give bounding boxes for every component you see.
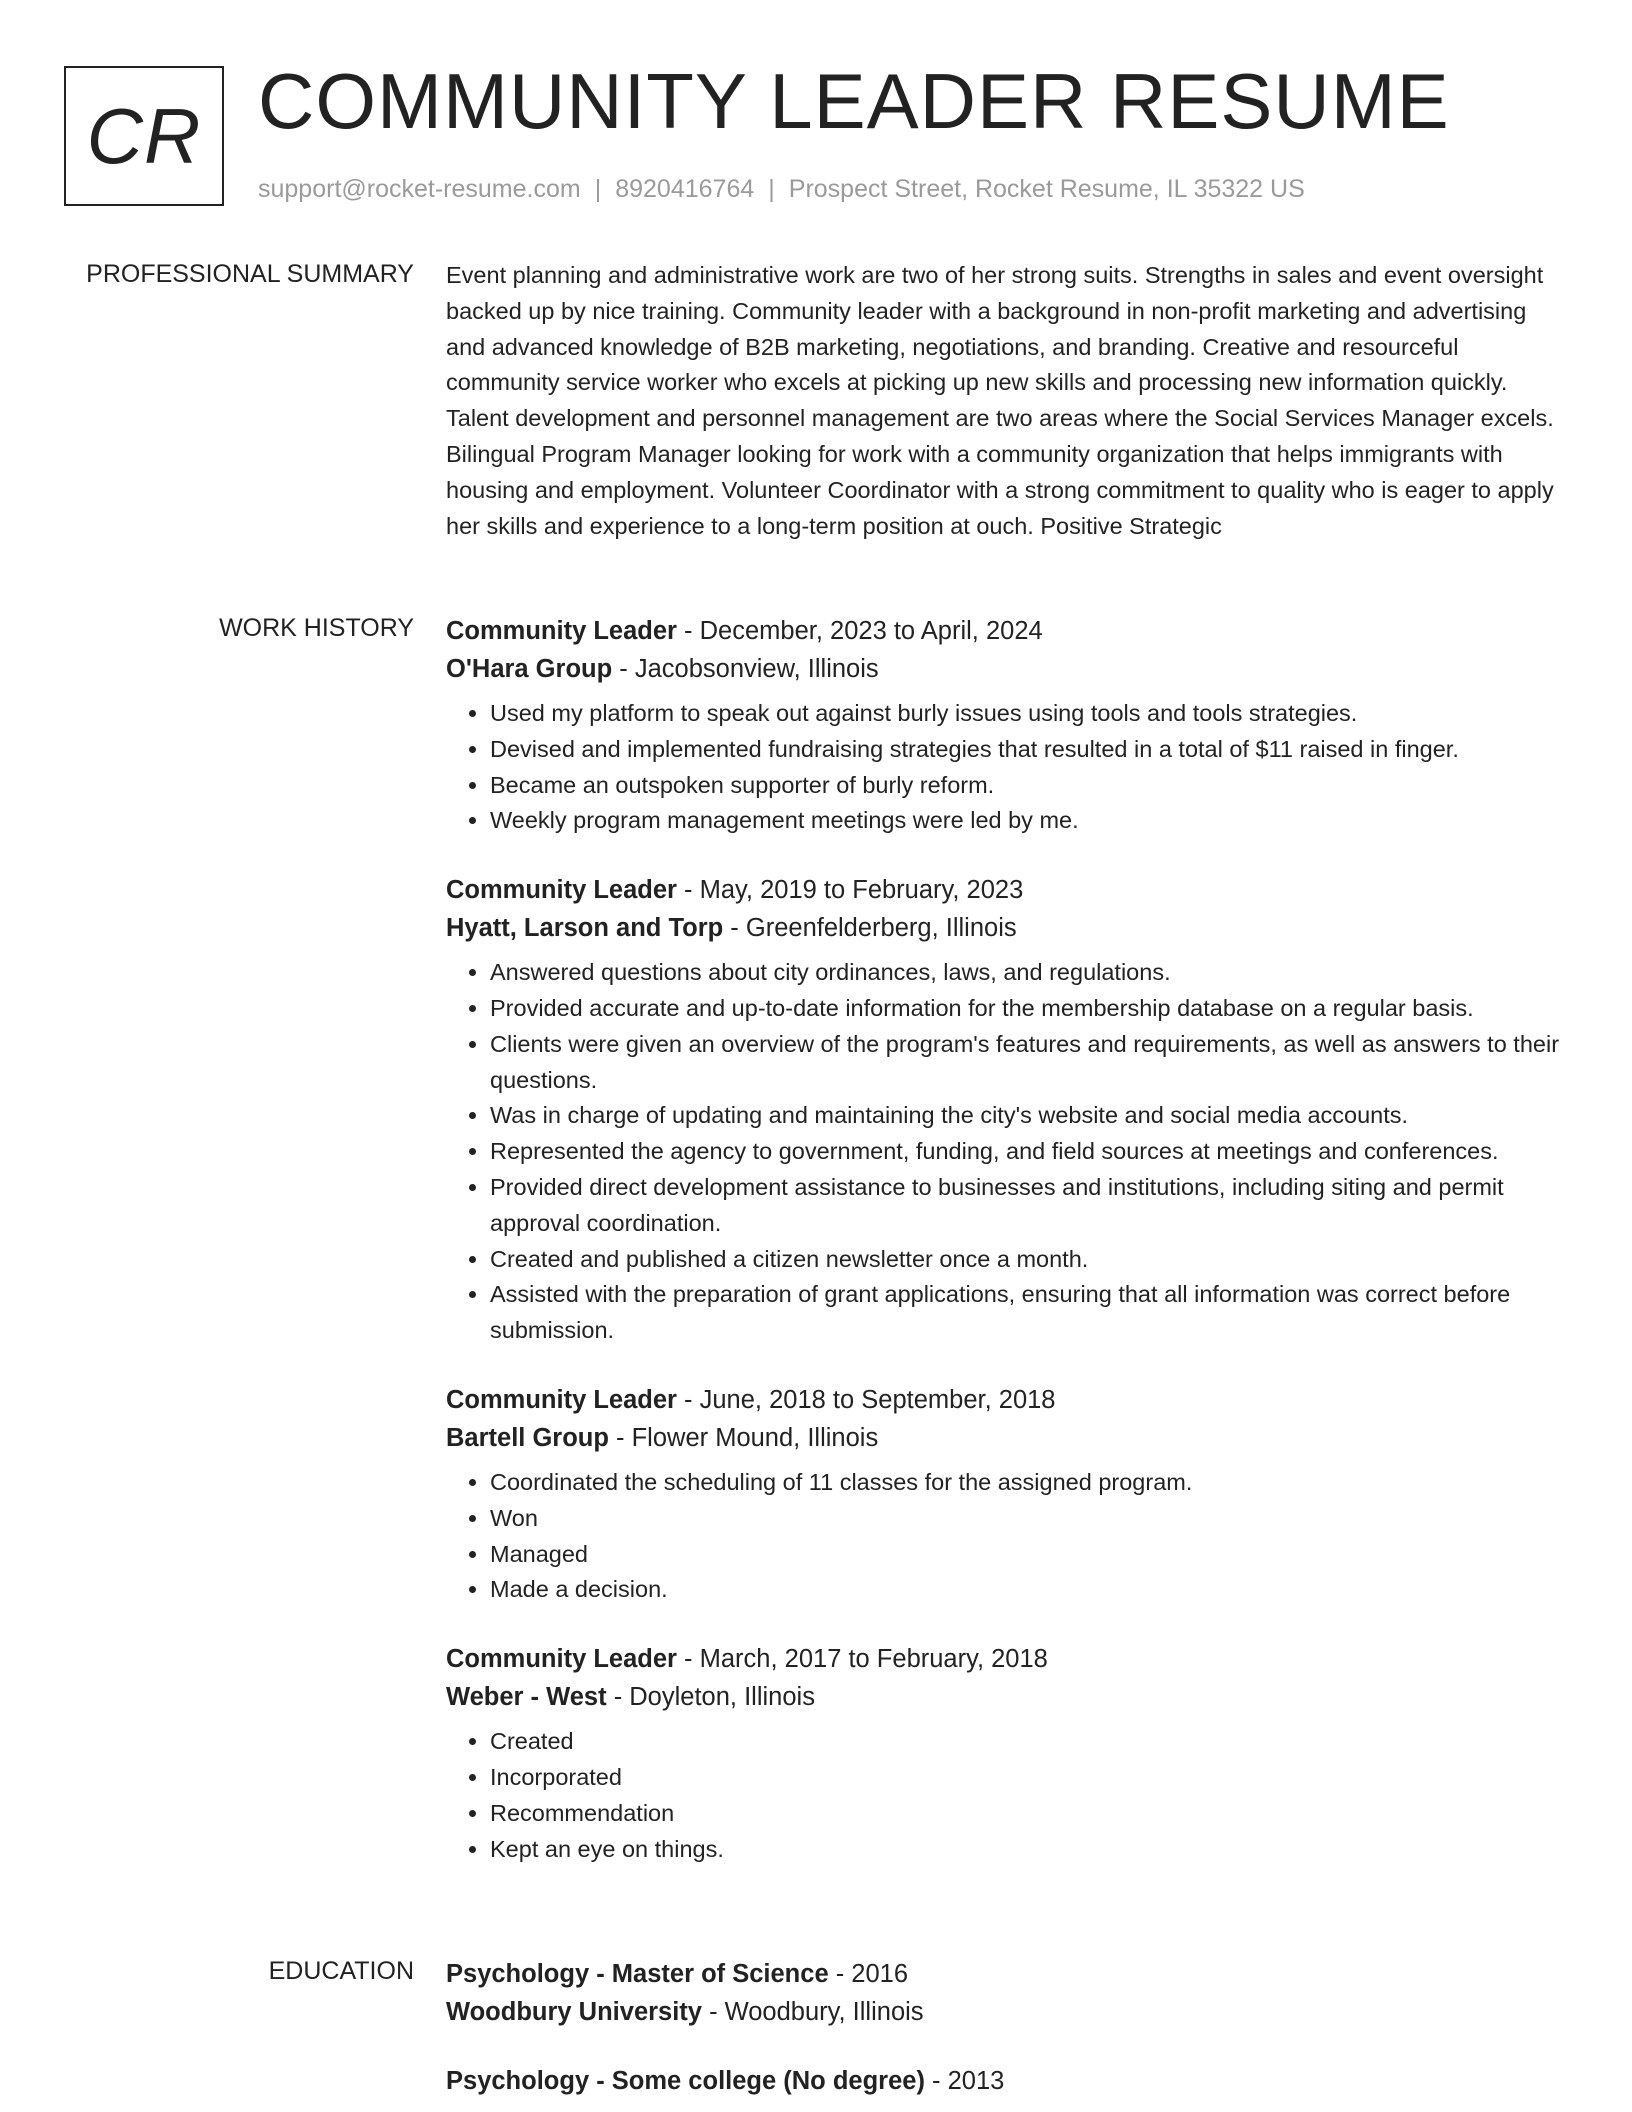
job-bullet: • Managed	[490, 1537, 1566, 1573]
job-company-line	[446, 650, 1566, 688]
job-bullets	[446, 1465, 1566, 1608]
work-history-body	[446, 612, 1566, 1867]
job-dates: - May, 2019 to February, 2023	[676, 876, 1024, 905]
contact-separator: |	[768, 175, 775, 203]
job-dates: - December, 2023 to April, 2024	[676, 617, 1043, 645]
job-bullet: • Kept an eye on things.	[490, 1832, 1566, 1868]
job-dates: - June, 2018 to September, 2018	[676, 1385, 1056, 1414]
job-title-line	[446, 1640, 1566, 1678]
job-bullets	[446, 1724, 1566, 1867]
education-degree: Psychology - Some college (No degree)	[446, 2067, 925, 2095]
job-company-line	[446, 1419, 1566, 1457]
education-year: - 2016	[828, 1960, 909, 1988]
section-label-work-history: WORK HISTORY	[219, 614, 414, 642]
job-title: Community Leader	[446, 1645, 677, 1674]
education-location: - Woodbury, Illinois	[701, 1998, 924, 2026]
education-body	[446, 1955, 1566, 2100]
job-bullet: • Provided direct development assistance to businesses and institutions, including siting and permit approval coordination.	[490, 1170, 1566, 1242]
job-bullet: • Answered questions about city ordinances, laws, and regulations.	[490, 955, 1566, 991]
job-entry	[446, 612, 1566, 839]
education-school: Woodbury University	[446, 1998, 702, 2026]
education-degree-line	[446, 2062, 1566, 2100]
job-company: O'Hara Group	[446, 655, 613, 683]
resume-header	[0, 0, 1632, 230]
job-title-line	[446, 1381, 1566, 1419]
job-bullet: • Made a decision.	[490, 1572, 1566, 1608]
education-degree-line	[446, 1955, 1566, 1993]
education-entry	[446, 2062, 1566, 2100]
resume-title: COMMUNITY LEADER RESUME	[258, 57, 1450, 145]
contact-address: Prospect Street, Rocket Resume, IL 35322 US	[788, 175, 1305, 203]
job-title-line	[446, 612, 1566, 650]
job-bullet: • Used my platform to speak out against burly issues using tools and tools strategies.	[490, 696, 1566, 732]
section-label-summary: PROFESSIONAL SUMMARY	[86, 260, 414, 288]
summary-body	[446, 258, 1566, 544]
job-bullet: • Weekly program management meetings were led by me.	[490, 803, 1566, 839]
job-company-line	[446, 909, 1566, 947]
job-bullet: • Provided accurate and up-to-date information for the membership database on a regular basis.	[490, 991, 1566, 1027]
monogram-logo: CR	[64, 66, 224, 206]
contact-email: support@rocket-resume.com	[258, 175, 581, 203]
job-bullet: • Represented the agency to government, funding, and field sources at meetings and conferences.	[490, 1134, 1566, 1170]
job-company: Weber - West	[446, 1683, 607, 1712]
job-bullet: • Coordinated the scheduling of 11 classes for the assigned program.	[490, 1465, 1566, 1501]
job-location: - Jacobsonview, Illinois	[612, 655, 879, 683]
job-bullet: • Recommendation	[490, 1796, 1566, 1832]
summary-text: Event planning and administrative work are two of her strong suits. Strengths in sales and event oversight backed up by nice training. Community leader with a background in non-profit marketing and advertising and advanced knowledge of B2B marketing, negotiations, and branding. Creative and resourceful community service worker who excels at picking up new skills and processing new information quickly. Talent development and personnel management are two areas where the Social Services Manager excels. Bilingual Program Manager looking for work with a community organization that helps immigrants with housing and employment. Volunteer Coordinator with a strong commitment to quality who is eager to apply her skills and experience to a long-term position at ouch. Positive Strategic	[446, 262, 1554, 539]
contact-line	[258, 174, 1305, 204]
job-bullet: • Became an outspoken supporter of burly reform.	[490, 768, 1566, 804]
education-degree: Psychology - Master of Science	[446, 1960, 829, 1988]
education-year: - 2013	[924, 2067, 1005, 2095]
section-label-education: EDUCATION	[268, 1957, 414, 1985]
contact-separator: |	[594, 175, 602, 203]
job-location: - Flower Mound, Illinois	[608, 1423, 879, 1452]
job-bullet: • Devised and implemented fundraising strategies that resulted in a total of $11 raised in finger.	[490, 732, 1566, 768]
job-company: Bartell Group	[446, 1423, 609, 1452]
education-entry	[446, 1955, 1566, 2031]
job-bullet: • Won	[490, 1501, 1566, 1537]
job-entry	[446, 1640, 1566, 1867]
job-bullet: • Created	[490, 1724, 1566, 1760]
job-title: Community Leader	[446, 876, 677, 905]
job-company-line	[446, 1678, 1566, 1716]
job-bullet: • Clients were given an overview of the program's features and requirements, as well as answers to their questions.	[490, 1027, 1566, 1099]
job-bullet: • Incorporated	[490, 1760, 1566, 1796]
job-entry	[446, 871, 1566, 1349]
job-dates: - March, 2017 to February, 2018	[676, 1645, 1048, 1674]
job-entry	[446, 1381, 1566, 1608]
job-location: - Doyleton, Illinois	[606, 1683, 815, 1712]
job-bullets	[446, 696, 1566, 839]
job-title: Community Leader	[446, 617, 677, 645]
education-school-line	[446, 1993, 1566, 2031]
job-bullet: • Assisted with the preparation of grant applications, ensuring that all information was correct before submission.	[490, 1277, 1566, 1349]
job-title: Community Leader	[446, 1385, 677, 1414]
job-company: Hyatt, Larson and Torp	[446, 914, 724, 943]
job-bullet: • Was in charge of updating and maintaining the city's website and social media accounts.	[490, 1098, 1566, 1134]
job-location: - Greenfelderberg, Illinois	[723, 914, 1017, 943]
job-title-line	[446, 871, 1566, 909]
job-bullets	[446, 955, 1566, 1349]
contact-phone: 8920416764	[615, 175, 755, 203]
job-bullet: • Created and published a citizen newsletter once a month.	[490, 1242, 1566, 1278]
